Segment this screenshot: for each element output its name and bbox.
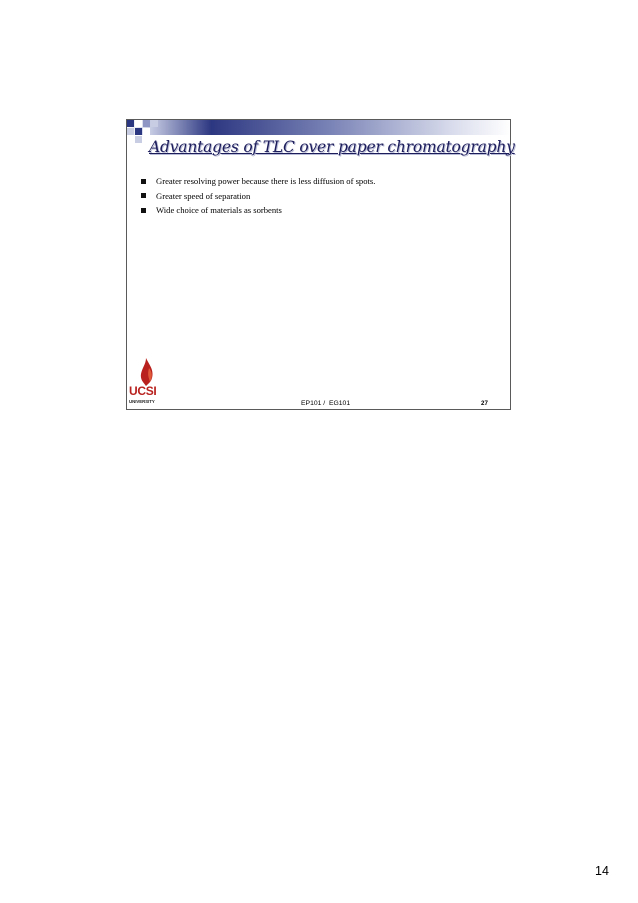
bullet-list: [141, 174, 375, 218]
bullet-item: [141, 189, 375, 204]
slide-title: Advantages of TLC over paper chromatography: [149, 138, 515, 156]
slide-header-band: [127, 120, 510, 135]
slide-number: 27: [481, 400, 488, 407]
page-number: 14: [595, 864, 609, 878]
bullet-item: [141, 203, 375, 218]
logo-wordmark: UCSI: [129, 384, 157, 398]
square-bullet-icon: [141, 179, 146, 184]
bullet-text: Greater resolving power because there is less diffusion of spots.: [156, 176, 376, 186]
square-bullet-icon: [141, 193, 146, 198]
slide-frame: [126, 119, 515, 410]
slide-footer: EP101 / EG101: [301, 400, 351, 407]
logo-subtext: UNIVERSITY: [129, 399, 155, 404]
bullet-item: [141, 174, 375, 189]
bullet-text: Greater speed of separation: [156, 190, 251, 201]
bullet-text: Wide choice of materials as sorbents: [156, 205, 282, 215]
square-bullet-icon: [141, 208, 146, 213]
